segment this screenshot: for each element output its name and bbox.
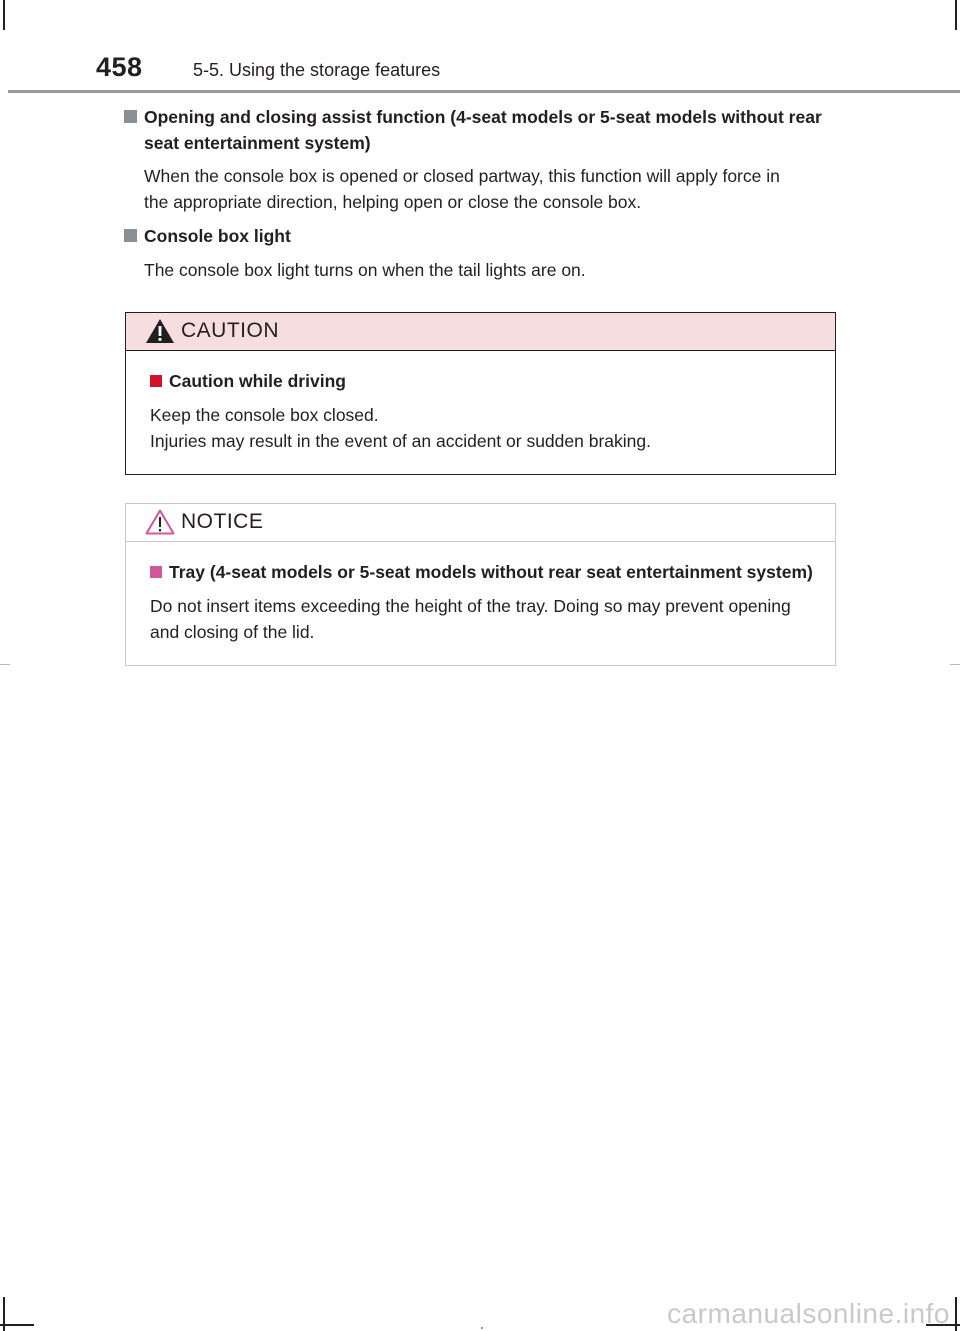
- notice-heading: [150, 559, 813, 585]
- notice-heading-text: Tray (4-seat models or 5-seat models without rear seat entertainment system): [169, 562, 813, 582]
- subsection-body: The console box light turns on when the tail lights are on.: [144, 260, 586, 280]
- crop-mark: [3, 1297, 5, 1331]
- watermark: carmanualsonline.info: [667, 1298, 950, 1329]
- square-bullet-icon: [124, 229, 137, 242]
- crop-mark: [950, 664, 960, 665]
- subsection-heading-line: Console box light: [144, 226, 291, 246]
- notice-header: [126, 504, 835, 542]
- notice-box: [125, 503, 836, 666]
- body-line: Injuries may result in the event of an accident or sudden braking.: [150, 431, 651, 451]
- crop-mark: [955, 0, 957, 30]
- square-bullet-icon: [124, 110, 137, 123]
- square-bullet-icon: [150, 375, 162, 387]
- notice-title: NOTICE: [181, 510, 264, 533]
- subsection-body: [144, 163, 844, 215]
- caution-header: [126, 313, 835, 351]
- body-line: Keep the console box closed.: [150, 405, 379, 425]
- section-title: 5-5. Using the storage features: [193, 60, 441, 80]
- warning-triangle-filled-icon: [144, 317, 176, 345]
- header-divider: [8, 90, 960, 93]
- subsection-heading: [144, 104, 822, 156]
- crop-mark: [955, 1297, 957, 1331]
- caution-heading-text: Caution while driving: [169, 371, 346, 391]
- square-bullet-icon: [150, 566, 162, 578]
- caution-title: CAUTION: [181, 319, 279, 342]
- subsection-heading: [144, 223, 291, 249]
- crop-mark: [3, 0, 5, 30]
- caution-body: [150, 402, 830, 454]
- crop-mark: [0, 664, 10, 665]
- body-line: Do not insert items exceeding the height of the tray. Doing so may prevent opening: [150, 596, 791, 616]
- caution-heading: [150, 368, 346, 394]
- body-line: the appropriate direction, helping open or close the console box.: [144, 192, 642, 212]
- body-line: When the console box is opened or closed partway, this function will apply force in: [144, 166, 780, 186]
- subsection-heading-line: seat entertainment system): [144, 133, 371, 153]
- subsection-heading-line: Opening and closing assist function (4-seat models or 5-seat models without rear: [144, 107, 822, 127]
- body-line: and closing of the lid.: [150, 622, 315, 642]
- footer-mark: [481, 1327, 483, 1329]
- page-number: 458: [96, 52, 143, 82]
- notice-body: [150, 593, 830, 645]
- caution-box: [125, 312, 836, 475]
- warning-triangle-outline-icon: [144, 508, 176, 536]
- crop-mark: [0, 1324, 34, 1326]
